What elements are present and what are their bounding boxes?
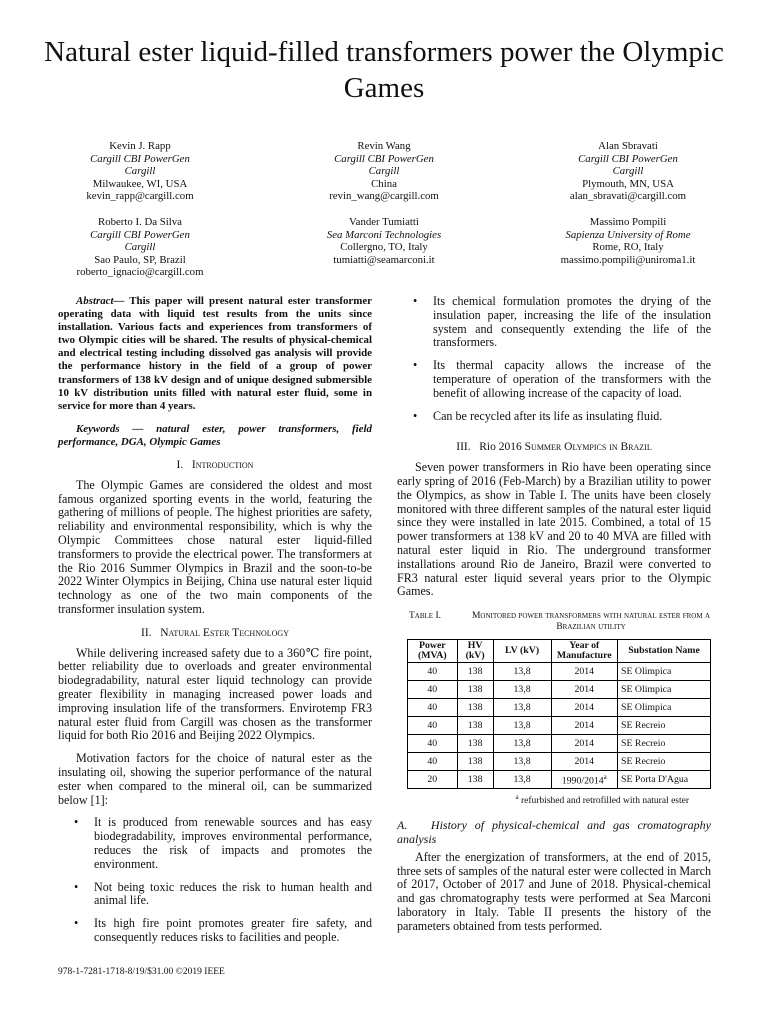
- author-name: Roberto I. Da Silva: [98, 215, 182, 228]
- cell-text: 20: [427, 773, 438, 785]
- table-footnote: [397, 791, 689, 809]
- table-body: [408, 663, 711, 789]
- cell-text: 138: [467, 737, 483, 749]
- table-cell: [618, 699, 711, 717]
- list-item: [397, 295, 711, 350]
- copyright-footer: 978-1-7281-1718-8/19/$31.00 ©2019 IEEE: [58, 967, 225, 977]
- cell-text: 40: [427, 701, 438, 713]
- section-heading-technology: [58, 627, 372, 641]
- table-row: [408, 681, 711, 699]
- subsection-heading: [397, 819, 711, 847]
- cell-text: 13,8: [513, 755, 531, 767]
- subsection-label: A.: [397, 818, 408, 833]
- author-card: [528, 140, 728, 203]
- table-cell: [408, 663, 458, 681]
- cell-text: 138: [467, 665, 483, 677]
- table-cell: [408, 717, 458, 735]
- cell-text: SE Porta D'Agua: [621, 773, 689, 785]
- author-card: [284, 140, 484, 203]
- data-table: [407, 639, 711, 789]
- subsection-title: History of physical-chemical and gas cromatography analysis: [397, 818, 712, 846]
- section-title-rest: Summer Olympics in Brazil: [521, 441, 652, 454]
- author-location: Plymouth, MN, USA: [582, 177, 674, 190]
- bullet-icon: •: [413, 294, 418, 308]
- author-card: [40, 140, 240, 203]
- author-affiliation-2: Cargill: [124, 241, 156, 254]
- table-header-row: [408, 640, 711, 663]
- cell-text: 2014: [574, 737, 595, 749]
- table-row: [408, 771, 711, 789]
- cell-text: 13,8: [513, 665, 531, 677]
- table-cell: [551, 771, 618, 789]
- author-name: Vander Tumiatti: [349, 215, 419, 228]
- author-name: Alan Sbravati: [598, 140, 658, 152]
- table-cell: [618, 663, 711, 681]
- list-item-text: Its chemical formulation promotes the drying of the insulation paper, increasing the life of the insulation system and consequently extending the life of the transformers.: [433, 294, 711, 350]
- abstract: [58, 295, 372, 413]
- bullet-list: [58, 816, 372, 944]
- bullet-icon: •: [74, 879, 79, 894]
- table-cell: [551, 753, 618, 771]
- column-header: Power (MVA): [408, 640, 458, 663]
- cell-text: 40: [427, 665, 438, 677]
- author-name: Revin Wang: [357, 140, 411, 152]
- table-row: [408, 699, 711, 717]
- cell-text: 2014: [574, 683, 595, 695]
- cell-text: 13,8: [513, 701, 531, 713]
- table-cell: [457, 771, 493, 789]
- author-email: roberto_ignacio@cargill.com: [76, 266, 204, 279]
- cell-text: 40: [427, 737, 438, 749]
- section-number: II.: [141, 626, 152, 639]
- table-cell: [408, 735, 458, 753]
- table-cell: [408, 753, 458, 771]
- author-email: revin_wang@cargill.com: [329, 190, 439, 203]
- cell-text: 138: [467, 719, 483, 731]
- author-affiliation: Cargill CBI PowerGen: [578, 152, 678, 165]
- author-location: Sao Paulo, SP, Brazil: [94, 253, 186, 266]
- table-cell: [551, 717, 618, 735]
- table-cell: [493, 735, 551, 753]
- table-cell: [618, 735, 711, 753]
- table-cell: [551, 681, 618, 699]
- author-affiliation: Cargill CBI PowerGen: [90, 228, 190, 241]
- author-row-2: [40, 216, 728, 279]
- bullet-icon: •: [74, 815, 79, 830]
- table-cell: [551, 735, 618, 753]
- author-location: Rome, RO, Italy: [592, 241, 664, 254]
- table-cell: [408, 699, 458, 717]
- section-heading-rio: [397, 441, 711, 455]
- section-title: Introduction: [191, 459, 254, 472]
- list-item: [58, 917, 372, 945]
- cell-text: 2014: [574, 755, 595, 767]
- cell-text: 2014: [574, 665, 595, 677]
- author-name: Kevin J. Rapp: [109, 140, 171, 152]
- cell-text: SE Recreio: [621, 719, 666, 731]
- table-cell: [457, 699, 493, 717]
- cell-text: 138: [467, 701, 483, 713]
- list-item-text: Can be recycled after its life as insulating fluid.: [433, 408, 663, 423]
- author-location: Collergno, TO, Italy: [340, 241, 428, 254]
- cell-text: 40: [427, 719, 438, 731]
- author-email: tumiatti@seamarconi.it: [333, 253, 435, 266]
- table-cell: [457, 663, 493, 681]
- author-card: [40, 216, 240, 279]
- table-row: [408, 717, 711, 735]
- cell-text: 138: [467, 773, 483, 785]
- list-item-text: Its thermal capacity allows the increase of the temperature of operation of the transformers with the benefit of allowing increase of the capacity of load.: [433, 358, 711, 400]
- author-affiliation: Sea Marconi Technologies: [326, 228, 442, 241]
- cell-text: 40: [427, 755, 438, 767]
- table-cell: [493, 771, 551, 789]
- table-cell: [493, 699, 551, 717]
- table-cell: [457, 717, 493, 735]
- list-item: [397, 359, 711, 400]
- paragraph: The Olympic Games are considered the oldest and most famous organized sporting events in the world, featuring the gathering of millions of people. The highest priorities are safety, reliability and environmental responsibility, which is why the Olympic Committees chose natural ester liquid-filled transformers to provide the electrical power. The transformers at the Rio 2016 Summer Olympics in Brazil and the soon-to-be 2022 Winter Olympics in Beijing, China use natural ester liquid technology as one of the two main components of the transformer insulation system.: [58, 477, 372, 616]
- table-cell: [457, 753, 493, 771]
- cell-text: 2014: [574, 701, 595, 713]
- abstract-text: This paper will present natural ester transformer operating data with liquid test results from the units since installation. Various facts and experiences from transformers of two Olympic cities will be shared. The results of physical-chemical and electrical testing including dissolved gas analysis will provide the performance history in the field of a group of power transformers of 138 kV design and of unique designed submersible 10 kV distribution units filled with natural ester fluid, some in service for more than 4 years.: [58, 295, 372, 412]
- abstract-label: Abstract—: [76, 295, 125, 307]
- cell-text: 138: [467, 683, 483, 695]
- section-title: Rio 2016: [479, 441, 522, 454]
- list-item: [58, 816, 372, 871]
- table-cell: [408, 771, 458, 789]
- table-cell: [551, 699, 618, 717]
- author-affiliation-2: Cargill: [612, 165, 644, 178]
- cell-text: 13,8: [513, 719, 531, 731]
- table-cell: [493, 753, 551, 771]
- section-title: Natural Ester Technology: [160, 626, 289, 639]
- cell-text: 2014: [574, 719, 595, 731]
- table-row: [408, 753, 711, 771]
- paragraph: Motivation factors for the choice of natural ester as the insulating oil, showing the superior performance of the natural ester when compared to the mineral oil, can be summarized below [1]:: [58, 751, 372, 807]
- author-email: kevin_rapp@cargill.com: [86, 190, 194, 203]
- author-email: alan_sbravati@cargill.com: [569, 190, 687, 203]
- cell-text: 40: [427, 683, 438, 695]
- column-header: LV (kV): [493, 640, 551, 663]
- bullet-icon: •: [413, 358, 418, 373]
- table-cell: [493, 681, 551, 699]
- list-item-text: It is produced from renewable sources and has easy biodegradability, improves environmental performance, reduces the risk of impacts and promotes the environment.: [94, 815, 372, 871]
- right-column: [397, 295, 711, 943]
- table-cell: [493, 717, 551, 735]
- left-column: [58, 295, 372, 954]
- bullet-list: [397, 295, 711, 423]
- paper-title: Natural ester liquid-filled transformers power the Olympic Games: [44, 36, 724, 104]
- author-block: [40, 140, 728, 292]
- author-affiliation: Cargill CBI PowerGen: [90, 152, 190, 165]
- author-affiliation-2: Cargill: [124, 165, 156, 178]
- table-cell: [551, 663, 618, 681]
- author-card: [528, 216, 728, 279]
- table-cell: [618, 753, 711, 771]
- table-cell: [618, 717, 711, 735]
- table-cell: [408, 681, 458, 699]
- paragraph: After the energization of transformers, at the end of 2015, three sets of samples of the natural ester were collected in March of 2017, October of 2017 and June of 2018. Physical-chemical and gas chromatography tests were performed at Sea Marconi laboratory in Italy. Table II presents the history of the parameters obtained from tests performed.: [397, 849, 711, 933]
- table-cell: [618, 771, 711, 789]
- cell-text: 13,8: [513, 683, 531, 695]
- section-number: III.: [456, 441, 471, 454]
- cell-text: 13,8: [513, 773, 531, 785]
- paragraph: While delivering increased safety due to a 360℃ fire point, better reliability due to overloads and greater environmental biodegradability, natural ester liquid technology can provide greater flexibility in managing increased power loads and improving insulation life of the transformers. Envirotemp FR3 natural ester fluid from Cargill was chosen as the transformer liquid for both Rio 2016 and Beijing 2022 Olympics.: [58, 645, 372, 743]
- footnote-mark: a: [515, 793, 519, 802]
- author-location: China: [371, 177, 397, 190]
- cell-text: 138: [467, 755, 483, 767]
- bullet-icon: •: [74, 916, 79, 931]
- footnote-text: refurbished and retrofilled with natural ester: [520, 796, 689, 807]
- table-cell: [493, 663, 551, 681]
- column-header: HV (kV): [457, 640, 493, 663]
- cell-text: 1990/2014: [561, 775, 604, 787]
- cell-text: SE Recreio: [621, 755, 666, 767]
- table-cell: [457, 735, 493, 753]
- bullet-icon: •: [413, 408, 418, 423]
- table-title: Monitored power transformers with natural ester from a Brazilian utility: [471, 611, 711, 633]
- table-caption: [409, 611, 711, 633]
- column-header: Year of Manufacture: [551, 640, 618, 663]
- author-affiliation-2: Cargill: [368, 165, 400, 178]
- list-item: [58, 881, 372, 909]
- section-heading-introduction: [58, 459, 372, 473]
- table-cell: [618, 681, 711, 699]
- cell-text: SE Olimpica: [621, 665, 672, 677]
- table-number: Table I.: [409, 611, 441, 622]
- list-item-text: Not being toxic reduces the risk to human health and animal life.: [94, 879, 372, 908]
- author-email: massimo.pompili@uniroma1.it: [560, 253, 696, 266]
- list-item: [397, 410, 711, 424]
- author-row-1: [40, 140, 728, 203]
- table-row: [408, 663, 711, 681]
- cell-text: SE Olimpica: [621, 701, 672, 713]
- keywords: Keywords — natural ester, power transformers, field performance, DGA, Olympic Games: [58, 422, 372, 448]
- table-cell: [457, 681, 493, 699]
- author-card: [284, 216, 484, 279]
- paragraph: Seven power transformers in Rio have been operating since early spring of 2016 (Feb-March) by a Brazilian utility to power the Olympics, as show in Table I. The units have been closely monitored with three different samples of the natural ester liquid since they were installed in late 2015. Combined, a total of 15 power transformers at 138 kV and 20 to 40 MVA are filled with natural ester liquid in Rio. The underground transformer installations around Rio de Janeiro, Brazil were converted to FR3 natural ester liquid several years prior to the Olympic Games.: [397, 460, 711, 599]
- list-item-text: Its high fire point promotes greater fire safety, and consequently reduces risks to facilities and people.: [94, 916, 372, 944]
- column-header: Substation Name: [618, 640, 711, 663]
- section-number: I.: [176, 459, 184, 472]
- author-location: Milwaukee, WI, USA: [92, 177, 188, 190]
- cell-text: 13,8: [513, 737, 531, 749]
- table-row: [408, 735, 711, 753]
- author-affiliation: Cargill CBI PowerGen: [334, 152, 434, 165]
- cell-text: SE Recreio: [621, 737, 666, 749]
- author-name: Massimo Pompili: [589, 215, 667, 228]
- footnote-mark: a: [603, 773, 607, 782]
- author-affiliation: Sapienza University of Rome: [565, 228, 691, 241]
- cell-text: SE Olimpica: [621, 683, 672, 695]
